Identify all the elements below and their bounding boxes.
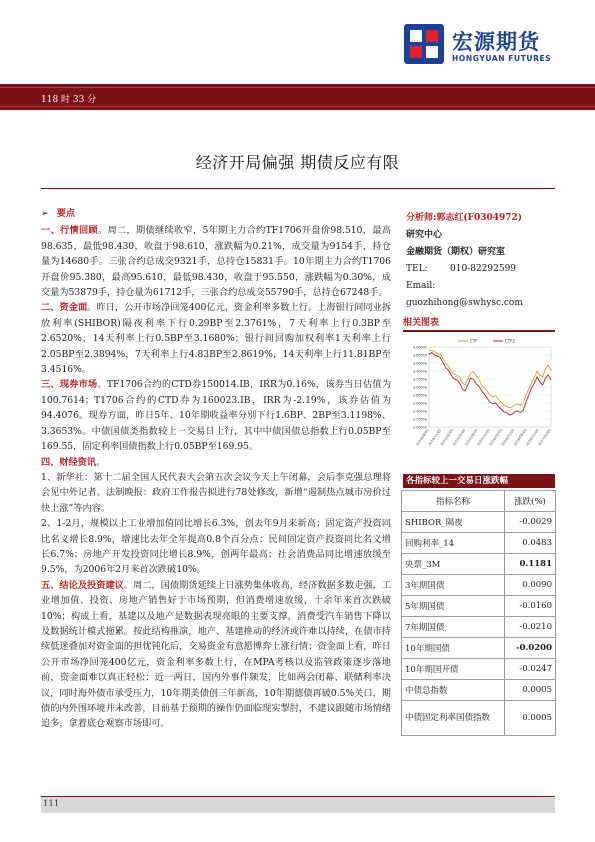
indicator-name: 10年期国开债 <box>402 659 505 680</box>
y-tick-label: 2.20000 <box>412 417 427 422</box>
indicator-change: 0.0005 <box>505 680 556 701</box>
table-title: 各指标较上一交易日涨跌幅 <box>406 476 509 486</box>
company-logo <box>402 22 582 66</box>
issue-number: 118 时 33 分 <box>41 95 97 105</box>
table-row <box>402 575 556 596</box>
analyst-tel <box>406 261 556 278</box>
tel-value: 010-82292599 <box>450 264 517 274</box>
section-market-review <box>41 223 391 300</box>
indicator-change: 0.0005 <box>505 701 556 736</box>
indicator-change: 0.1181 <box>505 554 556 575</box>
x-tick-label: 2016/11/05 <box>525 428 540 447</box>
table-row <box>402 533 556 554</box>
chart-section-title: 相关图表 <box>403 318 440 328</box>
section-funding <box>41 300 391 377</box>
analyst-institute: 金融期货（期权）研究室 <box>406 247 506 257</box>
table-row <box>402 617 556 638</box>
x-tick-label: 2015/08/05 <box>464 428 479 447</box>
indicator-change: -0.0160 <box>505 596 556 617</box>
points-heading <box>41 206 391 221</box>
indicator-name: 央票_3M <box>402 554 505 575</box>
section-news <box>41 455 391 470</box>
indicator-change: -0.0210 <box>505 617 556 638</box>
section-head: 四、财经资讯 <box>41 456 97 468</box>
section-head: 五、结论及投资建议 <box>41 579 124 591</box>
table-row <box>402 596 556 617</box>
yield-line-chart <box>403 335 555 460</box>
y-tick-label: 3.00000 <box>412 385 427 390</box>
indicator-change-table <box>401 490 556 736</box>
analyst-name: 分析师:郭志红(F0304972) <box>406 213 523 223</box>
section-text: 。TF1706合约的CTD券150014.IB，IRR为0.16%，该券当日估值为100.7614；T1706合约的CTD券为160023.IB，IRR为-2.19%，该券估值为94.4076。现券方面，昨日5年、10年期收益率分别下行1.6BP、2BP至3.1198%、3.3653%。中债国债类指数较上一交易日上行，其中中债国债总指数上行0.05BP至169.55，固定利率国债指数上行0.05BP至169.95。 <box>41 379 392 453</box>
news-item-1 <box>41 470 391 516</box>
table-row <box>402 512 556 533</box>
column-header-change: 涨跌(%) <box>505 491 556 512</box>
y-tick-label: 2.00000 <box>412 425 427 430</box>
news-item-2 <box>41 516 391 578</box>
x-tick-label: 2017/02/05 <box>537 428 552 447</box>
chart-section-heading <box>403 315 555 332</box>
table-row <box>402 554 556 575</box>
chart-heading-underline <box>403 330 555 332</box>
x-tick-label: 2015/02/05 <box>439 428 455 447</box>
section-cash-bonds <box>41 377 391 454</box>
section-head: 三、现券市场 <box>41 379 98 391</box>
y-tick-label: 2.80000 <box>412 393 427 398</box>
indicator-name: 中债固定利率国债指数 <box>402 701 505 736</box>
x-tick-label: 2016/02/05 <box>488 428 504 447</box>
table-title-bar <box>403 474 555 488</box>
x-tick-label: 2015/05/05 <box>451 428 467 447</box>
email-label: Email: <box>406 281 436 291</box>
table-row <box>402 680 556 701</box>
y-tick-label: 3.40000 <box>412 369 427 374</box>
page-title: 经济开局偏强 期债反应有限 <box>195 153 400 172</box>
hongyuan-logo-icon <box>402 22 446 66</box>
y-tick-label: 3.60000 <box>412 361 427 366</box>
points-label: 要点 <box>56 208 76 219</box>
indicator-name: SHIBOR_隔夜 <box>402 512 505 533</box>
analyst-dept: 研究中心 <box>406 230 443 240</box>
title-divider <box>41 188 555 189</box>
section-text: 1、新华社：第十二届全国人民代表大会第五次会议今天上午闭幕，会后李克强总理将会见中外记者。法制晚报：政府工作报告拟进行78处修改，新增“遏制热点城市房价过快上涨”等内容。 <box>41 471 391 514</box>
table-header-row <box>402 491 556 512</box>
legend-label: CTF <box>470 338 478 344</box>
section-text: 。昨日，公开市场净回笼400亿元，资金利率多数上行。上海银行间同业拆放利率(SHIBOR)隔夜利率下行0.29BP至2.3761%，7天利率上行0.3BP至2.6520%，14天利率上行0.5BP至3.1680%；银行间回购加权利率1天利率上行2.05BP至2.3894%，7天利率上行4.83BP至2.8619%，14天利率上行11.81BP至3.4516%。 <box>41 302 392 376</box>
table-row <box>402 638 556 659</box>
section-text: 。周二，期债继续收窄，5年期主力合约TF1706开盘价98.510，最高98.635，最低98.430，收盘于98.610，涨跌幅为0.21%，成交量为9154手，持仓量为14680手。三张合约总成交9321手，总持仓15831手。10年期主力合约T1706开盘价95.380，最高95.610，最低98.430，收盘于95.550，涨跌幅为0.30%，成交量为53879手，持仓量为61712手，三张合约总成交55790手，总持仓67248手。 <box>41 225 391 299</box>
indicator-name: 5年期国债 <box>402 596 505 617</box>
email-value: guozhihong@swhysc.com <box>406 298 523 308</box>
indicator-name: 3年期国债 <box>402 575 505 596</box>
y-tick-label: 3.80000 <box>412 353 427 358</box>
section-head: 二、资金面 <box>41 302 88 314</box>
arrow-bullet-icon: ➢ <box>41 208 49 219</box>
indicator-change: -0.0029 <box>505 512 556 533</box>
analyst-info <box>406 210 556 312</box>
legend-label: CTF2 <box>505 338 516 344</box>
page-number: 111 <box>43 799 60 809</box>
section-text: 。 <box>96 456 106 468</box>
indicator-change: 0.0090 <box>505 575 556 596</box>
y-tick-label: 3.20000 <box>412 377 427 382</box>
indicator-change: 0.0483 <box>505 533 556 554</box>
column-header-name: 指标名称 <box>402 491 505 512</box>
section-text: 。周二，国债期货延续上日涨势集体收高，经济数据多数走强，工业增加值、投资、房地产销售好于市场预期，但消费增速放缓，十余年来首次跌破10%；构成上看，基建以及地产是数据表现亮眼的主要支撑，消费受汽车销售下降以及数据统计模式拖累。按此结构推演，地产、基建推动的经济或许难以持续，在债市持续低迷叠加对资金面的担忧钝化后，交易资金有意愿博弈上涨行情；资金面上看，昨日公开市场净回笼400亿元，资金利率多数上行，在MPA考核以及监管政策逐步落地前，资金面难以真正轻松；近一两日，国内外事件频发，比如两会闭幕、联储利率决议，同时海外债市承受压力，10年期美债创三年新高，10年期德债再破0.5%关口，期债的内外围环境并未改善，目前基于预期的操作仍面临现实掣肘，不建议跟随市场情绪追多，拿着底仓观察市场即可。 <box>41 579 392 730</box>
analyst-email <box>406 278 556 312</box>
section-conclusion <box>41 578 391 732</box>
report-body <box>41 206 391 732</box>
indicator-name: 回购利率_14 <box>402 533 505 554</box>
y-tick-label: 2.60000 <box>412 401 427 406</box>
tel-label: TEL: <box>406 264 428 274</box>
logo-chinese-name: 宏源期货 <box>452 30 540 54</box>
x-tick-label: 2016/08/05 <box>512 428 528 447</box>
x-tick-label: 2016/05/05 <box>500 428 516 447</box>
y-tick-label: 2.40000 <box>412 409 427 414</box>
section-head: 一、行情回顾 <box>41 225 98 237</box>
x-tick-label: 2014/11/05 <box>427 428 443 447</box>
indicator-name: 中债总指数 <box>402 680 505 701</box>
table-row <box>402 659 556 680</box>
indicator-name: 10年期国债 <box>402 638 505 659</box>
table-row <box>402 701 556 736</box>
footer-band <box>41 796 555 813</box>
indicator-name: 7年期国债 <box>402 617 505 638</box>
x-tick-label: 2014/08/05 <box>415 428 430 447</box>
indicator-change: -0.0247 <box>505 659 556 680</box>
section-text: 2、1-2月，规模以上工业增加值同比增长6.3%，创去年9月来新高；固定资产投资同比名义增长8.9%，增速比去年全年提高0.8个百分点；民间固定资产投资同比名义增长6.7%；房地产开发投资同比增长8.9%，创两年最高；社会消费品同比增速放缓至9.5%，为2006年2月来首次跌破10%。 <box>41 518 391 576</box>
y-tick-label: 4.00000 <box>412 345 427 350</box>
indicator-change: -0.0200 <box>505 638 556 659</box>
x-tick-label: 2015/11/05 <box>476 428 491 447</box>
logo-english-name: HONGYUAN FUTURES <box>452 54 552 63</box>
